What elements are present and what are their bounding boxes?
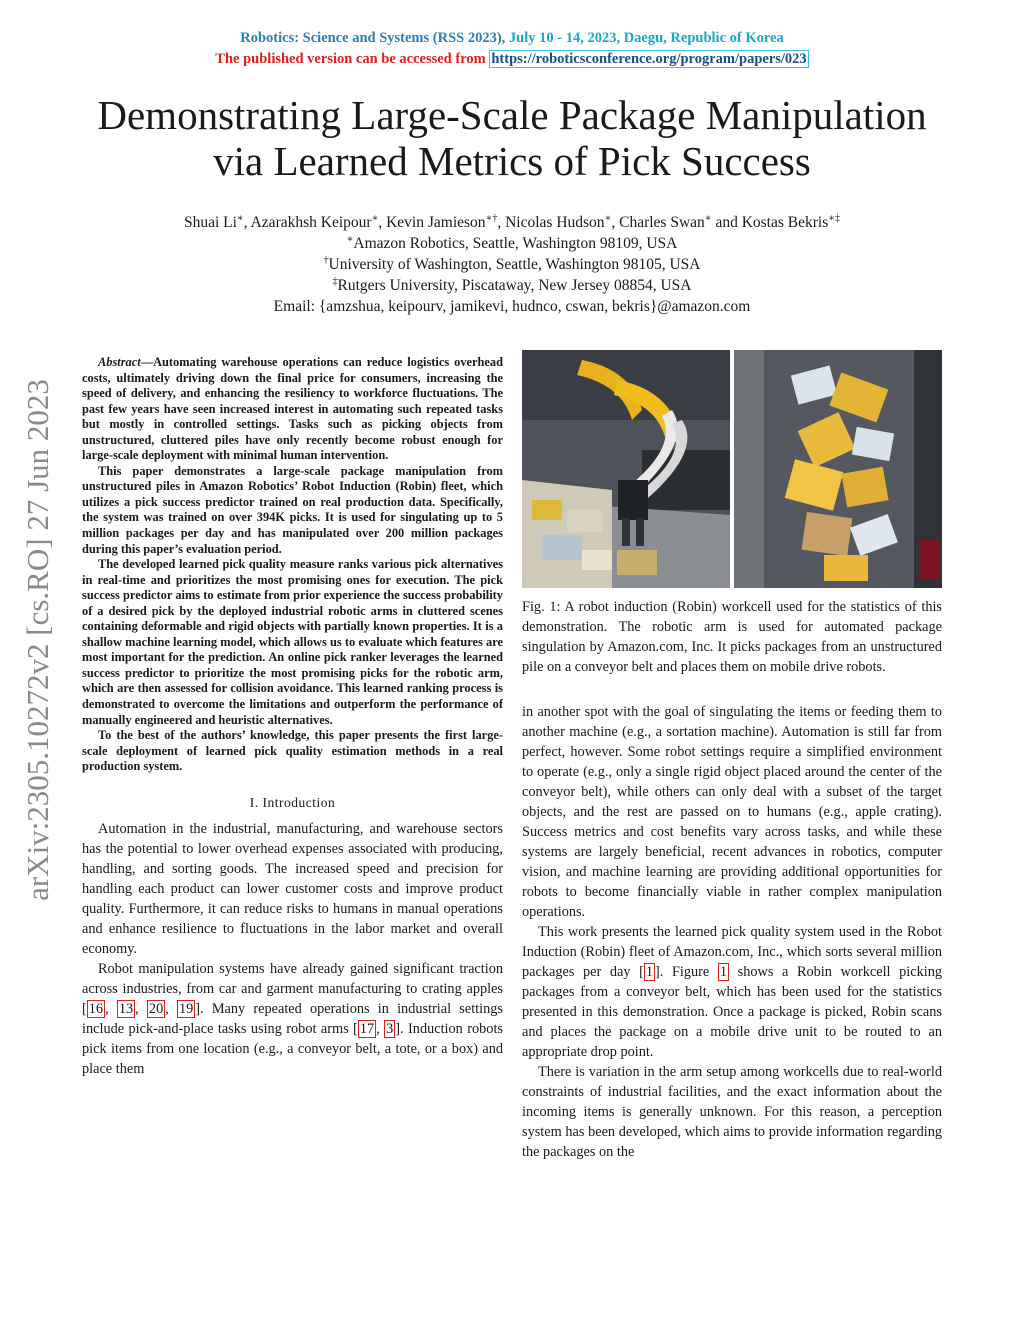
published-url-link[interactable]: https://roboticsconference.org/program/papers/023 (491, 51, 807, 67)
right-column (522, 350, 942, 1162)
abstract (82, 355, 503, 775)
introduction-text (82, 819, 503, 1079)
citation-link[interactable]: 17 (359, 1020, 375, 1037)
conference-header (0, 30, 1024, 47)
abstract-p3: The developed learned pick quality measure ranks various pick alternatives in real-time and prioritizes the most promising ones for execution. The pick success predictor aims to estimate from prior experience the success probability of a desired pick by the deployed industrial robotic arms in cluttered scenes containing deformable and rigid objects with partially known properties. It is a shallow machine learning model, which allows us to evaluate which features are most important for the prediction. An online pick ranker leverages the learned success predictor to prioritize the most promising picks for the robotic arm, which are then assessed for collision avoidance. This learned ranking process is demonstrated to overcome the limitations and outperform the performance of manually engineered and heuristic alternatives. (82, 557, 503, 727)
abstract-p4: To the best of the authors’ knowledge, this paper presents the first large-scale deployment of learned pick quality estimation methods in a real production system. (82, 728, 503, 774)
intro-p1: Automation in the industrial, manufacturing, and warehouse sectors has the potential to lower overhead expenses associated with producing, handling, and sorting goods. The increased speed and precision for handling each product can lower customer costs and improve product quality. Furthermore, it can reduce risks to humans in manual operations and enhance resilience to fluctuations in the labor market and overall economy. (82, 820, 503, 957)
dates-text: July 10 - 14, 2023, Daegu, Republic of Korea (505, 30, 784, 46)
affiliation-2: †University of Washington, Seattle, Washington 98105, USA (323, 254, 701, 273)
section-heading-introduction: I. Introduction (249, 794, 336, 810)
citation-link[interactable]: 16 (88, 1000, 104, 1017)
affiliation-1: ∗Amazon Robotics, Seattle, Washington 98109, USA (346, 233, 678, 252)
robot-workcell-photo (522, 350, 730, 588)
left-column (82, 355, 503, 1079)
published-prefix: The published version can be accessed from (215, 51, 490, 67)
abstract-label: Abstract (98, 355, 141, 369)
author-emails: Email: {amzshua, keipourv, jamikevi, hudnco, cswan, bekris}@amazon.com (273, 298, 751, 315)
citation-link[interactable]: 3 (386, 1020, 394, 1037)
citation-link[interactable]: 20 (148, 1000, 164, 1017)
citation-link[interactable]: 19 (179, 1000, 194, 1017)
published-version-line (0, 51, 1024, 68)
right-column-text (522, 702, 942, 1162)
conveyor-packages-photo (734, 350, 942, 588)
affiliation-3: ‡Rutgers University, Piscataway, New Jersey 08854, USA (332, 275, 692, 294)
paper-title (60, 92, 964, 184)
abstract-p1: —Automating warehouse operations can reduce logistics overhead costs, ultimately driving down the final price for consumers, increasing the speed of delivery, and enhancing the resiliency to workforce fluctuations. The past few years have seen increased interest in automating such repeated tasks but mostly in controlled settings. Tasks such as picking objects from unstructured, cluttered piles have only recently become robust enough for large-scale deployment with minimal human intervention. (82, 355, 503, 463)
venue-text: Robotics: Science and Systems (RSS 2023), (240, 30, 506, 46)
right-p2: This work presents the learned pick quality system used in the Robot Induction (Robin) fleet of Amazon.com, Inc., which sorts several million packages per day [ 1 ]. Figure 1 shows a Robin workcell picking packages from a conveyor belt, which has been used for the statistics presented in this demonstration. Once a package is picked, Robin scans and places the package on a mobile drive unit to be routed to an appropriate drop point. (522, 924, 943, 1060)
title-line-1: Demonstrating Large-Scale Package Manipulation (97, 92, 927, 138)
citation-link[interactable]: 13 (118, 1000, 134, 1017)
figure-reference-link[interactable]: 1 (719, 964, 728, 980)
intro-p2: Robot manipulation systems have already gained significant traction across industries, from car and garment manufacturing to crating apples [ 16 , 13 , 20 , 19 ]. Many repeated operations in industrial settings include pick-and-place tasks using robot arms [ 17 , 3 ]. Induction robots pick items from one location (e.g., a conveyor belt, a tote, or a box) and place them (82, 960, 503, 1077)
author-names: Shuai Li∗, Azarakhsh Keipour∗, Kevin Jamieson∗†, Nicolas Hudson∗, Charles Swan∗ and Kostas Bekris∗‡ (183, 212, 841, 231)
figure-1 (522, 350, 942, 590)
author-block (0, 212, 1024, 317)
abstract-p2: This paper demonstrates a large-scale package manipulation from unstructured piles in Amazon Robotics’ Robot Induction (Robin) fleet, which utilizes a pick success predictor trained on real production data. Specifically, the system was trained on over 394K picks. It is used for singulating up to 5 million packages per day and has manipulated over 200 million packages during this paper’s evaluation period. (82, 463, 503, 556)
citation-link[interactable]: 1 (645, 964, 654, 980)
title-line-2: via Learned Metrics of Pick Success (213, 138, 811, 184)
figure-1-caption: Fig. 1: A robot induction (Robin) workcell used for the statistics of this demonstration. The robotic arm is used for automated package singulation by Amazon.com, Inc. It picks packages from an unstructured pile on a conveyor belt and places them on mobile drive robots. (522, 599, 942, 675)
right-p1: in another spot with the goal of singulating the items or feeding them to another machine (e.g., a sortation machine). Automation is still far from perfect, however. Some robot settings require a simplified environment to operate (e.g., only a single rigid object placed around the center of the conveyor belt), while others can only deal with a subset of the target objects, and the rest are passed on to humans (e.g., apple crating). Success metrics and cost benefits vary across tasks, and while these systems are largely beneficial, recent advances in robotics, computer vision, and machine learning are providing additional opportunities for robots to become financially viable in rather complex manipulation operations. (522, 704, 942, 920)
arxiv-watermark: arXiv:2305.10272v2 [cs.RO] 27 Jun 2023 (20, 379, 55, 901)
right-p3: There is variation in the arm setup among workcells due to real-world constraints of industrial facilities, and the exact information about the incoming items is generally unknown. For this reason, a perception system has been developed, which aims to provide information regarding the packages on the (522, 1064, 942, 1160)
